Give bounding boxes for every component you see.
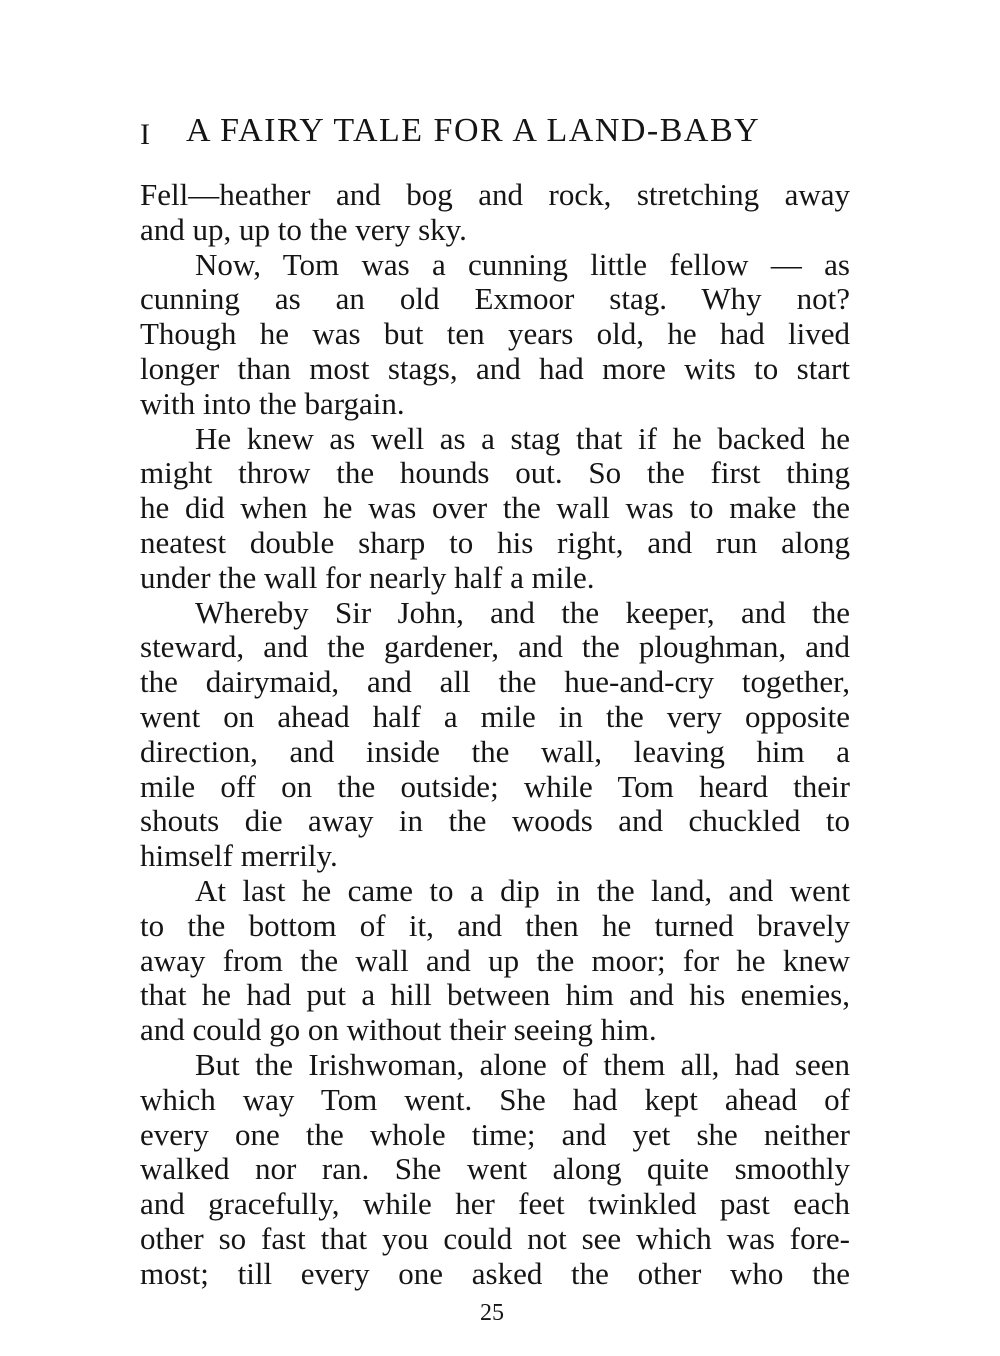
text-line: and could go on without their seeing him. bbox=[140, 1013, 657, 1048]
text-line: under the wall for nearly half a mile. bbox=[140, 560, 595, 595]
text-line: most; till every one asked the other who the bbox=[140, 1256, 850, 1291]
paragraph bbox=[140, 874, 850, 1048]
text-line: Whereby Sir John, and the keeper, and the bbox=[195, 595, 850, 630]
page-number bbox=[0, 1300, 1000, 1327]
text-line: which way Tom went. She had kept ahead of bbox=[140, 1082, 850, 1117]
body-text bbox=[140, 178, 850, 1292]
text-line: But the Irishwoman, alone of them all, had seen bbox=[195, 1047, 850, 1082]
text-line: Though he was but ten years old, he had lived bbox=[140, 317, 850, 352]
paragraph bbox=[140, 596, 850, 874]
text-line: and gracefully, while her feet twinkled past each bbox=[140, 1187, 850, 1222]
text-line: every one the whole time; and yet she neither bbox=[140, 1117, 850, 1152]
paragraph bbox=[140, 248, 850, 422]
chapter-number: I bbox=[140, 118, 152, 151]
text-line: steward, and the gardener, and the ploughman, and bbox=[140, 630, 850, 665]
text-line: Now, Tom was a cunning little fellow — as bbox=[195, 247, 850, 282]
paragraph bbox=[140, 422, 850, 596]
text-line: He knew as well as a stag that if he backed he bbox=[195, 421, 850, 456]
text-line: Fell—heather and bog and rock, stretching away bbox=[140, 178, 850, 212]
paragraph bbox=[140, 178, 850, 248]
text-line: mile off on the outside; while Tom heard their bbox=[140, 769, 850, 804]
text-line: might throw the hounds out. So the first thing bbox=[140, 456, 850, 491]
text-line: with into the bargain. bbox=[140, 386, 405, 421]
text-line: shouts die away in the woods and chuckled to bbox=[140, 804, 850, 839]
text-line: At last he came to a dip in the land, and went bbox=[195, 873, 850, 908]
text-line: that he had put a hill between him and his enemies, bbox=[140, 978, 850, 1013]
running-title: A FAIRY TALE FOR A LAND-BABY bbox=[186, 112, 761, 149]
text-line: neatest double sharp to his right, and run along bbox=[140, 525, 850, 560]
paragraph bbox=[140, 1048, 850, 1292]
text-line: to the bottom of it, and then he turned bravely bbox=[140, 908, 850, 943]
text-line: went on ahead half a mile in the very opposite bbox=[140, 699, 850, 734]
text-line: walked nor ran. She went along quite smoothly bbox=[140, 1152, 850, 1187]
text-line: away from the wall and up the moor; for he knew bbox=[140, 943, 850, 978]
text-line: and up, up to the very sky. bbox=[140, 212, 467, 247]
running-header bbox=[140, 112, 850, 162]
page-number-text: 25 bbox=[480, 1300, 504, 1326]
text-line: longer than most stags, and had more wits to start bbox=[140, 351, 850, 386]
text-line: himself merrily. bbox=[140, 839, 338, 874]
text-line: the dairymaid, and all the hue-and-cry together, bbox=[140, 665, 850, 700]
text-line: direction, and inside the wall, leaving him a bbox=[140, 734, 850, 769]
text-line: he did when he was over the wall was to make the bbox=[140, 491, 850, 526]
text-line: other so fast that you could not see which was fore- bbox=[140, 1221, 850, 1256]
text-line: cunning as an old Exmoor stag. Why not? bbox=[140, 282, 850, 317]
